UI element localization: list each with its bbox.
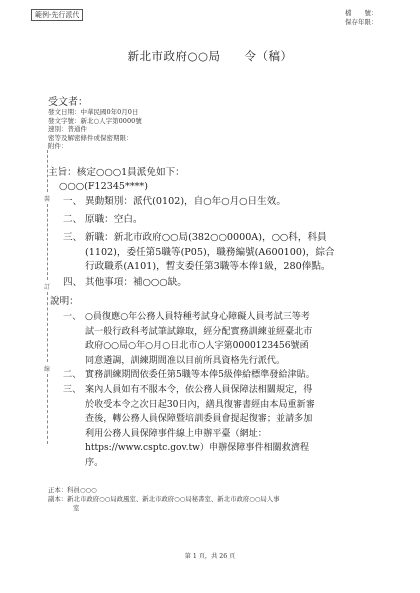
notes-title: 說明： xyxy=(50,296,79,307)
template-tag: 範例-先行派代 xyxy=(31,9,83,21)
note-line: 查後，轉公務人員保障暨培訓委員會提起復審；並請多加 xyxy=(85,414,313,425)
speed-class: 速別：普通件 xyxy=(48,125,87,134)
note-line: 於收受本令之次日起30日內，繕具復審書經由本局重新審 xyxy=(85,399,315,410)
person-id: ○○○(F12345****) xyxy=(59,181,148,192)
file-number-label: 檔 號： xyxy=(345,9,378,17)
note-number: 一、 xyxy=(63,312,82,322)
list-item xyxy=(63,276,393,291)
item-text xyxy=(85,213,143,228)
line-mark: 線 xyxy=(44,366,51,373)
note-number: 三、 xyxy=(63,384,82,395)
item-line: 新職：新北市政府○○局(382○○0000A)，○○科，科員 xyxy=(85,232,327,243)
confidentiality: 密等及解密條件或保密期限： xyxy=(48,133,133,142)
note-line: ○員復應○年公務人員特種考試身心障礙人員考試三等考 xyxy=(85,312,311,322)
notes-list xyxy=(63,310,393,471)
note-text xyxy=(85,383,315,471)
retention-period-label: 保存年限： xyxy=(345,18,378,26)
note-line: 同意遴調，訓練期間准以目前所具資格先行派代。 xyxy=(85,355,286,366)
note-line: 試一般行政科考試筆試錄取，經分配實務訓練並經臺北市 xyxy=(85,326,313,337)
note-line: 利用公務人員保障事件線上申辦平臺（網址： xyxy=(85,428,267,439)
item-text xyxy=(85,195,286,210)
item-number: 一、 xyxy=(63,196,83,207)
item-number: 二、 xyxy=(63,213,83,225)
note-text xyxy=(85,310,312,368)
note-line: https://www.csptc.gov.tw）申辦保障事件相關救濟程 xyxy=(85,443,310,454)
note-line: 實務訓練期間依委任第5職等本俸5級俸給標準發給津貼。 xyxy=(85,370,315,381)
item-line: (1102)，委任第5職等(P05)，職務編號(A600100)，綜合 xyxy=(85,246,335,258)
item-line: 其他事項：補○○○缺。 xyxy=(85,276,187,288)
subject: 主旨：核定○○○1員派免如下： xyxy=(48,167,185,178)
distribution-block xyxy=(48,486,388,513)
order-mark: 訂 xyxy=(44,284,51,291)
note-line: 序。 xyxy=(85,457,104,468)
item-line: 原職：空白。 xyxy=(85,213,143,225)
binding-line-segment xyxy=(47,204,48,280)
issue-date: 發文日期：中華民國0年0月0日 xyxy=(48,108,139,116)
item-line: 行政職系(A101)，暫支委任第3職等本俸1級，280俸點。 xyxy=(85,261,331,272)
binding-mark: 裝 xyxy=(44,196,51,203)
attachments: 附件： xyxy=(48,142,68,151)
note-number: 二、 xyxy=(63,370,82,381)
list-item xyxy=(63,383,393,471)
list-item xyxy=(63,231,393,275)
document-title: 新北市政府○○局 令（稿） xyxy=(127,49,293,63)
issue-number: 發文字號：新北○人字第0000號 xyxy=(48,116,142,125)
binding-line-segment xyxy=(47,292,48,362)
list-item xyxy=(63,310,393,368)
list-item xyxy=(63,213,393,228)
item-number: 三、 xyxy=(63,232,83,243)
binding-line-segment xyxy=(47,374,48,444)
item-number: 四、 xyxy=(63,276,83,288)
receiver-label: 受文者： xyxy=(48,97,88,108)
item-line: 異動類別：派代(0102)，自○年○月○日生效。 xyxy=(85,196,286,207)
meta-block xyxy=(48,108,142,151)
item-text xyxy=(85,276,187,291)
copy-recipients: 副本：新北市政府○○局政風室、新北市政府○○局秘書室、新北市政府○○局人事 xyxy=(48,495,280,503)
items-list xyxy=(63,195,393,290)
note-line: 案內人員如有不服本令，依公務人員保障法相關規定，得 xyxy=(85,384,313,395)
item-text xyxy=(85,231,335,275)
note-text xyxy=(85,368,315,383)
copy-recipients-cont: 室 xyxy=(73,504,80,512)
original-recipient: 正本：科員○○○ xyxy=(48,486,97,494)
page-number: 第 1 頁，共 26 頁 xyxy=(184,553,236,560)
note-line: 政府○○局○年○月○日北市○人字第0000123456號函 xyxy=(85,341,309,352)
list-item xyxy=(63,368,393,383)
list-item xyxy=(63,195,393,210)
